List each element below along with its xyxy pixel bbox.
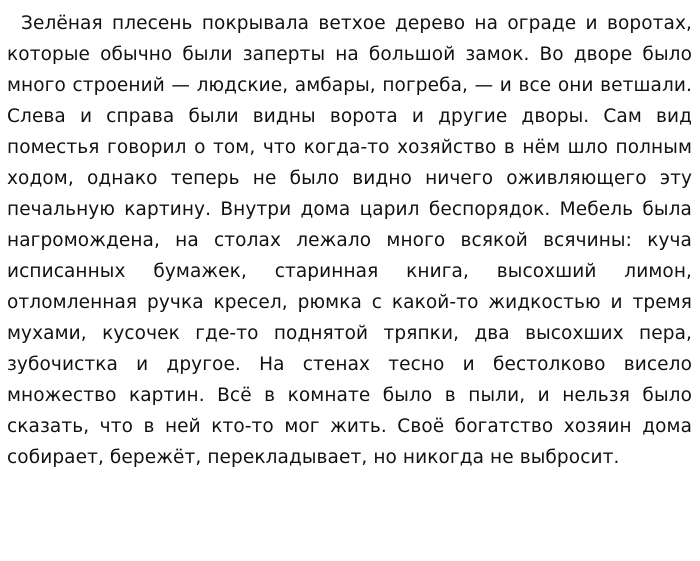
document-page <box>7 8 692 473</box>
body-paragraph: Зелёная плесень покрывала ветхое дерево на ограде и воротах, которые обычно были заперты на большой замок. Во дворе было много строений — людские, амбары, погреба, — и все они ветшали. Слева и справа были видны ворота и другие дворы. Сам вид поместья говорил о том, что когда-то хозяйство в нём шло полным ходом, однако теперь не было видно ничего оживляющего эту печальную картину. Внутри дома царил беспорядок. Мебель была нагромождена, на столах лежало много всякой всячины: куча исписанных бумажек, старинная книга, высохший лимон, отломленная ручка кресел, рюмка с какой-то жидкостью и тремя мухами, кусочек где-то поднятой тряпки, два высохших пера, зубочистка и другое. На стенах тесно и бестолково висело множество картин. Всё в комнате было в пыли, и нельзя было сказать, что в ней кто-то мог жить. Своё богатство хозяин дома собирает, бережёт, перекладывает, но никогда не выбросит. <box>7 13 692 468</box>
